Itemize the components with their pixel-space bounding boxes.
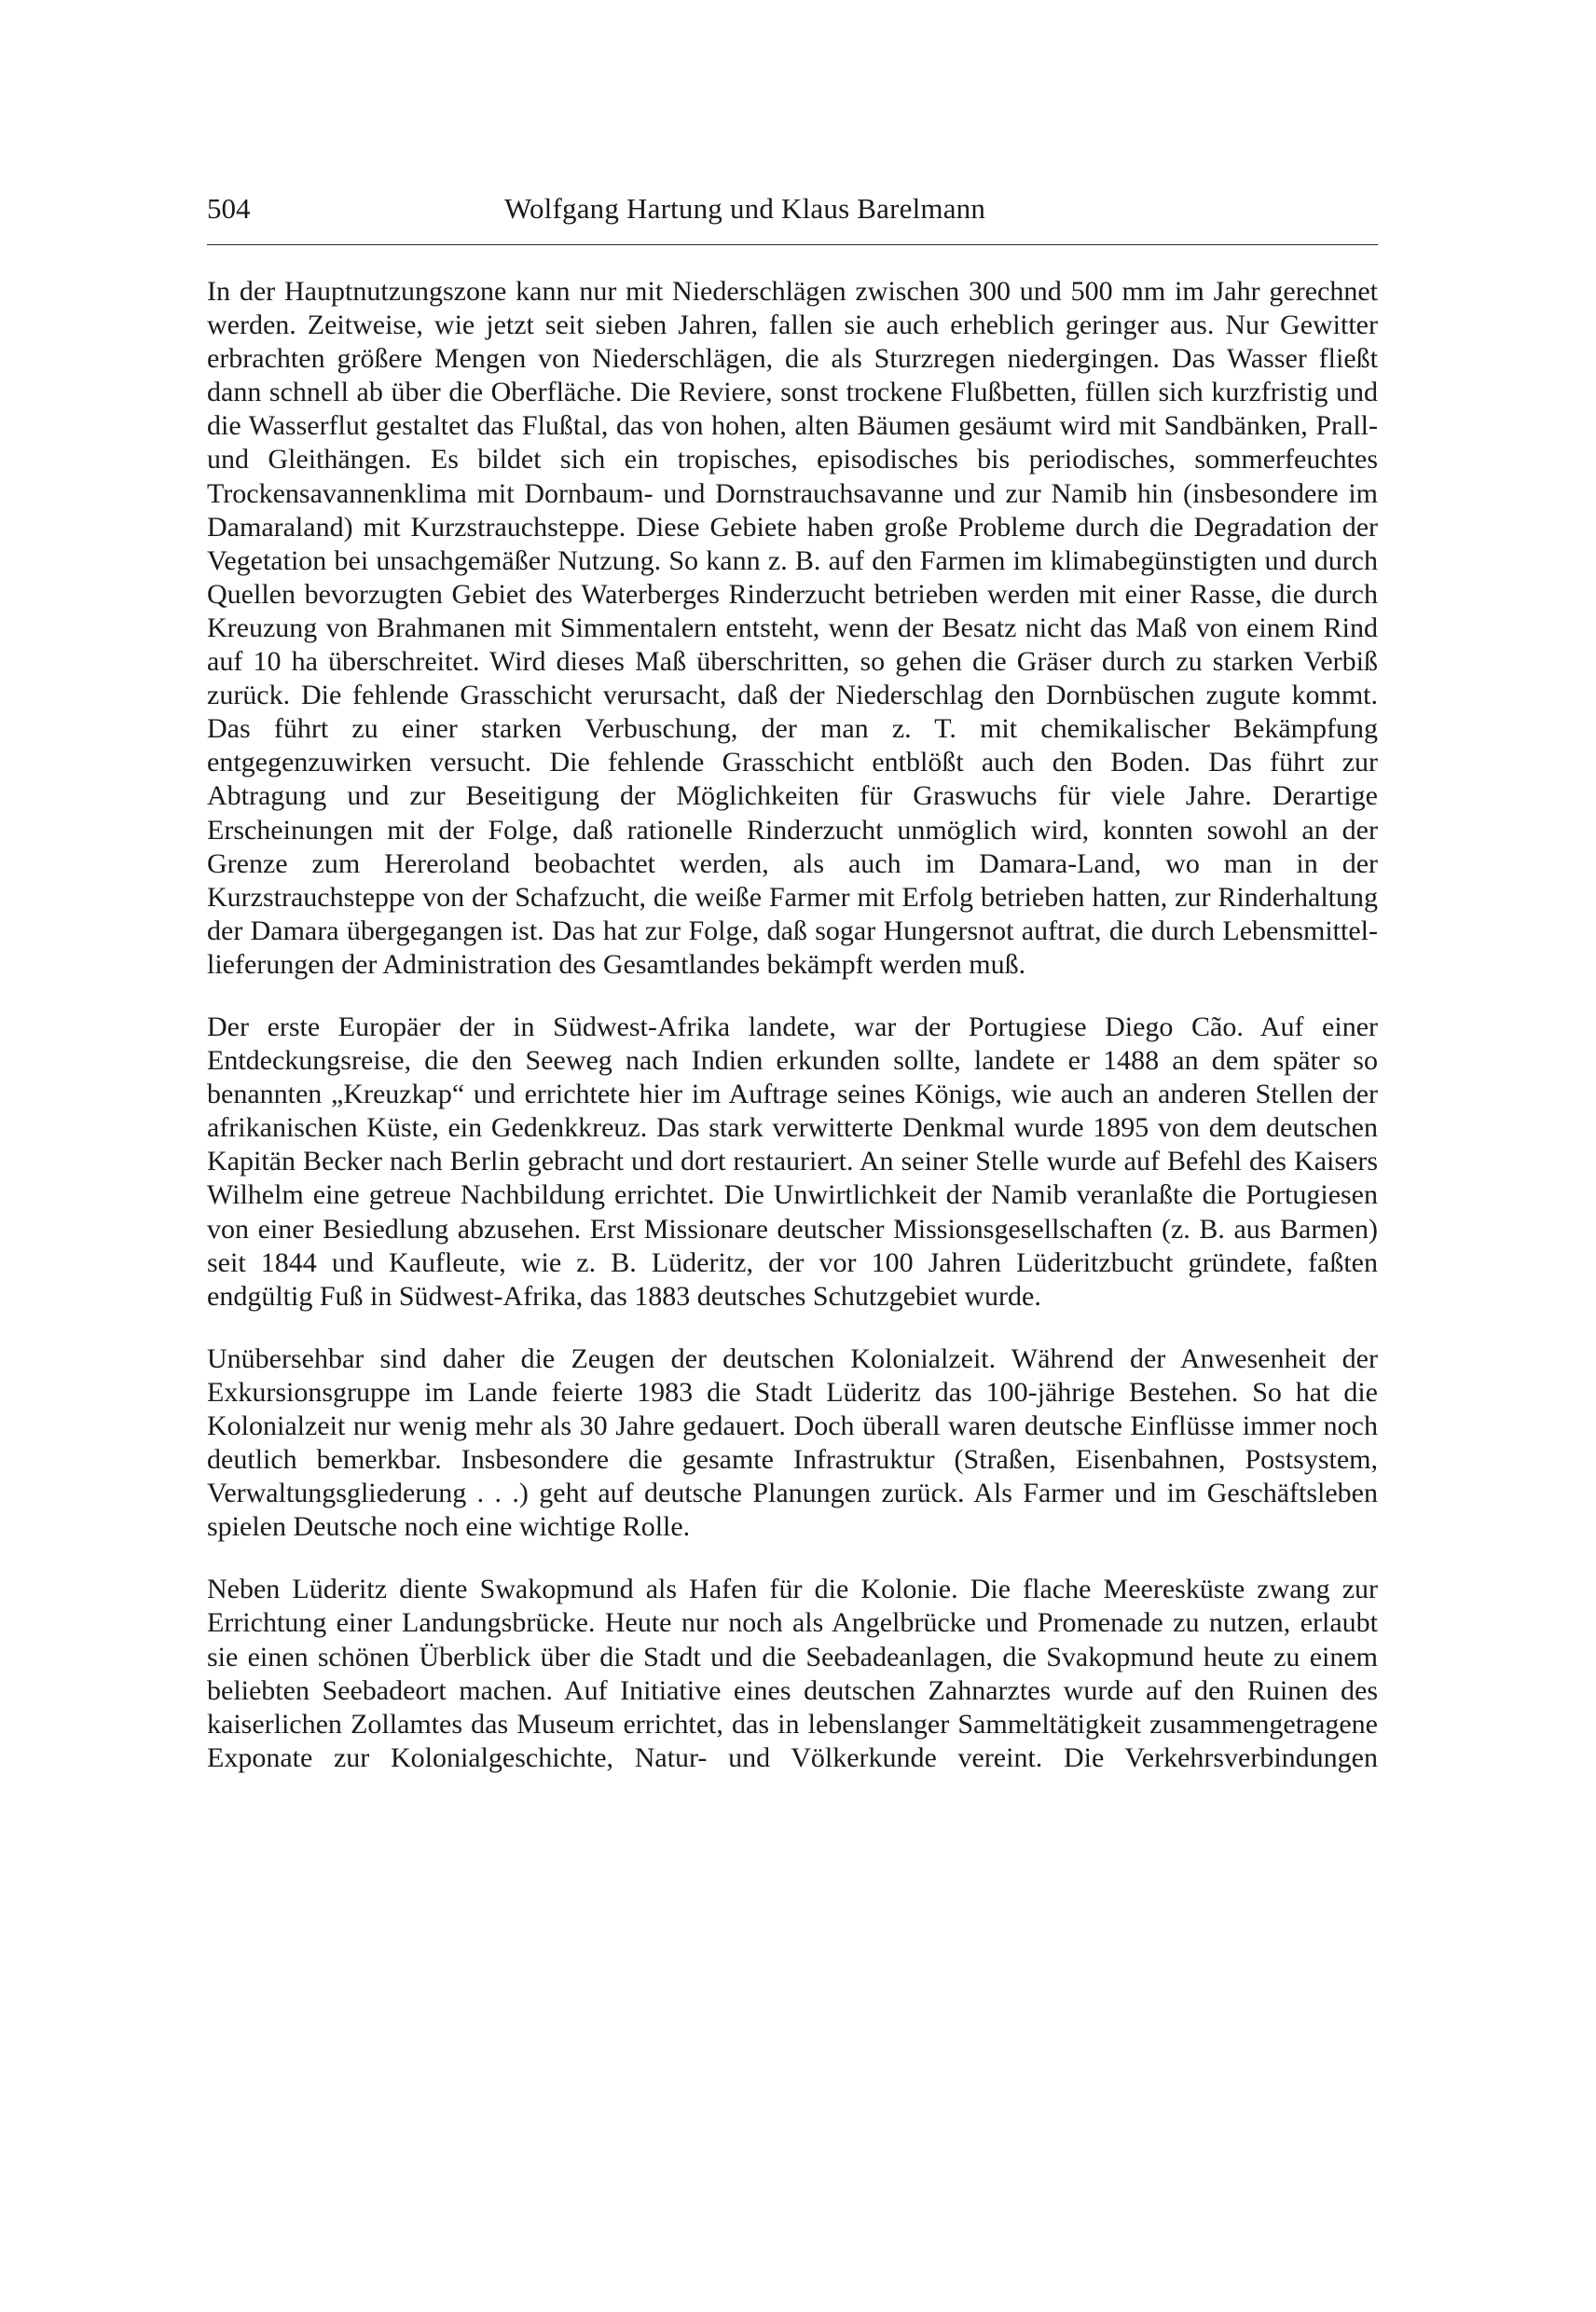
body-text: [207, 275, 1378, 1775]
paragraph: Unübersehbar sind daher die Zeugen der deutschen Kolonialzeit. Während der Anwesenheit der Exkursionsgruppe im Lande feierte 1983 die Stadt Lüderitz das 100-jährige Bestehen. So hat die Kolonialzeit nur wenig mehr als 30 Jahre gedauert. Doch überall waren deutsche Einflüsse immer noch deutlich bemerkbar. Insbesondere die gesamte Infrastruktur (Straßen, Eisenbahnen, Postsystem, Verwaltungsgliederung . . .) geht auf deutsche Planungen zurück. Als Farmer und im Geschäftsleben spielen Deutsche noch eine wichtige Rolle.: [207, 1342, 1378, 1543]
running-head: [207, 186, 1378, 231]
paragraph: Der erste Europäer der in Südwest-Afrika landete, war der Portugiese Diego Cão. Auf einer Entdeckungsreise, die den Seeweg nach Indien erkunden sollte, landete er 1488 an dem später so benannten „Kreuzkap“ und errichtete hier im Auftrage seines Königs, wie auch an anderen Stellen der afrikanischen Küste, ein Gedenkkreuz. Das stark verwitterte Denkmal wurde 1895 von dem deutschen Kapitän Becker nach Berlin gebracht und dort restauriert. An seiner Stelle wurde auf Befehl des Kaisers Wilhelm eine getreue Nachbildung errichtet. Die Unwirtlichkeit der Namib veranlaßte die Portugiesen von einer Besiedlung abzusehen. Erst Missionare deutscher Missionsgesellschaften (z. B. aus Barmen) seit 1844 und Kaufleute, wie z. B. Lüderitz, der vor 100 Jahren Lüderitzbucht gründete, faßten endgültig Fuß in Südwest-Afrika, das 1883 deutsches Schutzgebiet wurde.: [207, 1011, 1378, 1312]
document-page: [207, 186, 1378, 1775]
paragraph: Neben Lüderitz diente Swakopmund als Hafen für die Kolonie. Die flache Meeresküste zwang zur Errichtung einer Landungsbrücke. Heute nur noch als Angelbrücke und Promenade zu nutzen, erlaubt sie einen schönen Überblick über die Stadt und die Seebadeanlagen, die Svakopmund heute zu einem beliebten Seebadeort machen. Auf Initiative eines deutschen Zahnarztes wurde auf den Ruinen des kaiserlichen Zollamtes das Museum errichtet, das in lebenslanger Sammeltätigkeit zusammengetragene Exponate zur Kolonialgeschichte, Natur- und Völkerkunde vereint. Die Verkehrsverbindungen: [207, 1574, 1378, 1773]
running-title: Wolfgang Hartung und Klaus Barelmann: [504, 192, 986, 225]
header-rule: [207, 244, 1378, 245]
paragraph: In der Hauptnutzungszone kann nur mit Niederschlägen zwischen 300 und 500 mm im Jahr gerechnet werden. Zeitweise, wie jetzt seit sieben Jahren, fallen sie auch erheblich geringer aus. Nur Gewitter erbrachten größere Mengen von Niederschlägen, die als Sturzregen niedergingen. Das Wasser fließt dann schnell ab über die Oberfläche. Die Reviere, sonst trockene Flußbetten, füllen sich kurzfristig und die Wasserflut gestaltet das Flußtal, das von hohen, alten Bäumen gesäumt wird mit Sandbänken, Prall- und Gleithängen. Es bildet sich ein tropisches, episodisches bis periodisches, sommerfeuchtes Trockensavannenklima mit Dornbaum- und Dornstrauchsavanne und zur Namib hin (insbesondere im Damaraland) mit Kurzstrauchsteppe. Diese Gebiete haben große Probleme durch die Degradation der Vegetation bei unsachgemäßer Nutzung. So kann z. B. auf den Farmen im klimabegünstigten und durch Quellen bevorzugten Gebiet des Waterberges Rinderzucht betrieben werden mit einer Rasse, die durch Kreuzung von Brahmanen mit Simmentalern entsteht, wenn der Besatz nicht das Maß von einem Rind auf 10 ha überschreitet. Wird dieses Maß überschritten, so gehen die Gräser durch zu starken Verbiß zurück. Die fehlende Grasschicht verursacht, daß der Niederschlag den Dornbüschen zugute kommt. Das führt zu einer starken Verbuschung, der man z. T. mit chemikalischer Bekämpfung entgegenzuwirken versucht. Die fehlende Grasschicht entblößt auch den Boden. Das führt zur Abtragung und zur Beseitigung der Möglichkeiten für Graswuchs für viele Jahre. Derartige Erscheinungen mit der Folge, daß rationelle Rinderzucht unmöglich wird, konnten sowohl an der Grenze zum Hereroland beobachtet werden, als auch im Damara-Land, wo man in der Kurzstrauchsteppe von der Schafzucht, die weiße Farmer mit Erfolg betrieben hatten, zur Rinderhaltung der Damara übergegangen ist. Das hat zur Folge, daß sogar Hungersnot auftrat, die durch Lebensmittellieferungen der Administration des Gesamtlandes bekämpft werden muß.: [207, 276, 1378, 980]
page-number: 504: [207, 192, 251, 225]
